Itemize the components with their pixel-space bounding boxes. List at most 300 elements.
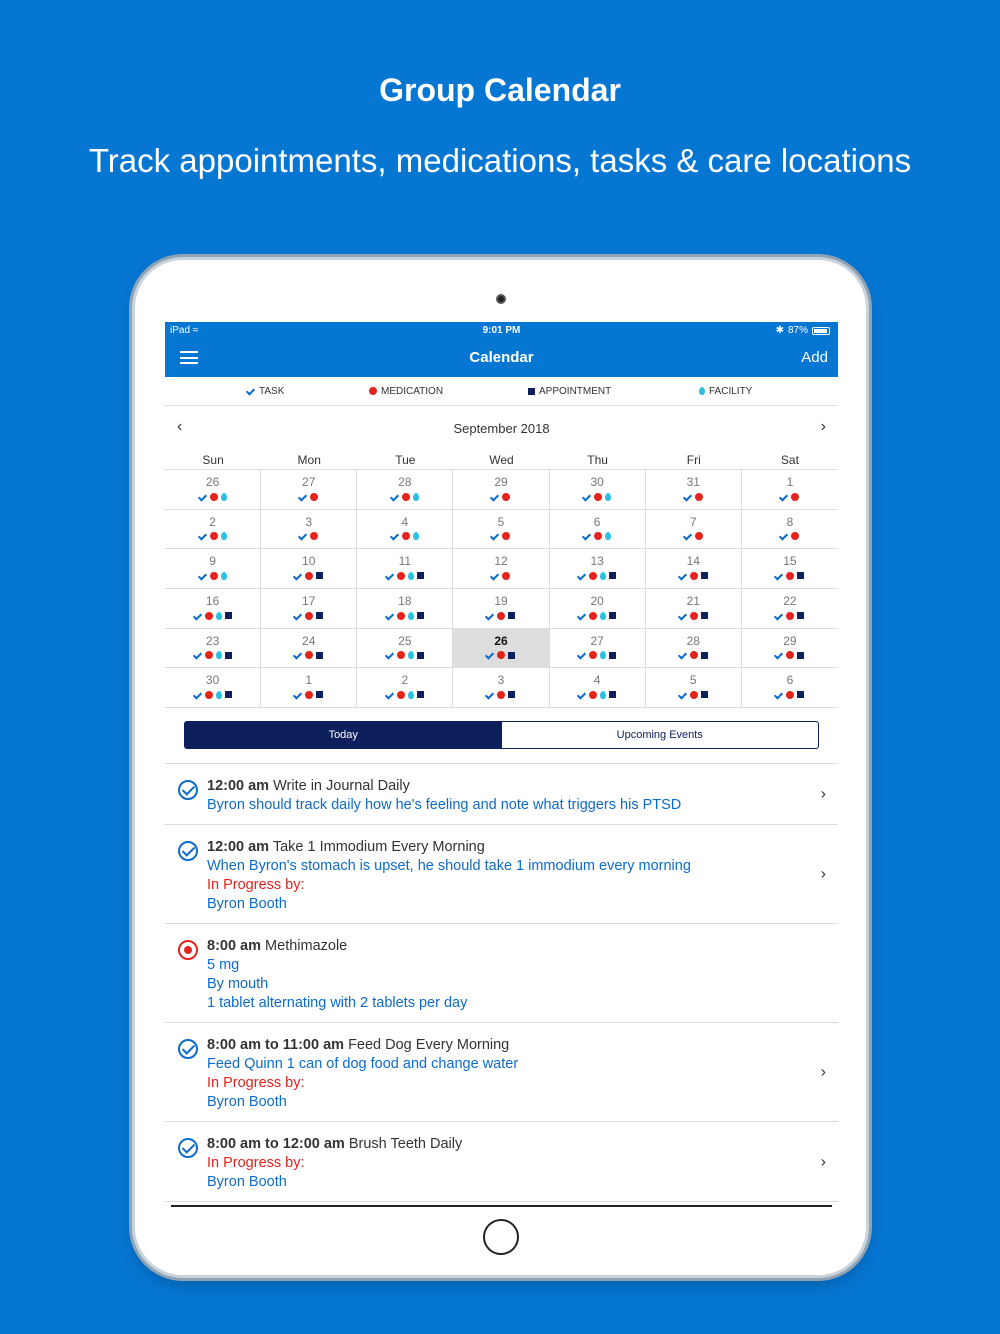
day-markers <box>550 492 645 501</box>
tab-upcoming-events[interactable]: Upcoming Events <box>616 729 703 741</box>
facility-icon <box>605 493 611 501</box>
task-icon <box>486 691 494 699</box>
day-markers <box>261 651 356 660</box>
event-row[interactable] <box>165 924 838 1023</box>
event-header <box>207 838 798 857</box>
event-time: 12:00 am <box>207 839 270 855</box>
calendar-day[interactable] <box>742 549 838 589</box>
calendar-day[interactable] <box>646 629 742 669</box>
medication-icon <box>502 572 510 580</box>
appointment-icon <box>701 612 708 619</box>
chevron-right-icon[interactable]: › <box>820 1153 826 1170</box>
battery-icon <box>812 327 830 335</box>
event-status: In Progress by: <box>207 1155 305 1171</box>
appointment-icon <box>508 652 515 659</box>
hero-subtitle: Track appointments, medications, tasks & care locations <box>88 142 912 179</box>
calendar-day[interactable] <box>550 668 646 708</box>
day-number: 4 <box>401 514 409 529</box>
weekday-label: Mon <box>297 453 321 467</box>
calendar-day[interactable] <box>742 589 838 629</box>
calendar-day[interactable] <box>357 549 453 589</box>
nav-bar <box>165 339 838 377</box>
calendar-day[interactable] <box>261 549 357 589</box>
medication-icon <box>397 612 405 620</box>
chevron-right-icon[interactable]: › <box>820 785 826 803</box>
appointment-icon <box>508 691 515 698</box>
weekday-label: Fri <box>686 453 701 467</box>
event-header <box>207 1135 798 1154</box>
weekday-label: Wed <box>489 453 514 467</box>
day-number: 12 <box>494 554 508 569</box>
appointment-icon <box>417 612 424 619</box>
medication-icon <box>369 387 377 395</box>
facility-icon <box>600 651 606 659</box>
task-icon <box>294 691 302 699</box>
facility-icon <box>408 572 414 580</box>
event-row[interactable] <box>165 1023 838 1122</box>
calendar-day[interactable] <box>646 470 742 510</box>
event-time: 8:00 am to 12:00 am <box>207 1136 345 1152</box>
task-icon <box>583 493 591 501</box>
task-icon <box>775 691 783 699</box>
task-icon <box>679 612 687 620</box>
facility-icon <box>216 651 222 659</box>
medication-icon <box>690 691 698 699</box>
medication-icon <box>594 532 602 540</box>
calendar-day[interactable] <box>646 510 742 550</box>
medication-icon <box>305 612 313 620</box>
day-markers <box>550 651 645 660</box>
wifi-icon: ≈ <box>192 325 199 336</box>
day-markers <box>646 532 741 541</box>
day-number: 6 <box>786 673 794 688</box>
appointment-icon <box>701 652 708 659</box>
calendar-day[interactable] <box>453 470 549 510</box>
day-number: 28 <box>398 475 412 489</box>
task-icon <box>583 532 591 540</box>
day-markers <box>550 532 645 541</box>
chevron-right-icon[interactable]: › <box>820 1063 826 1081</box>
task-icon <box>199 532 207 540</box>
calendar-day[interactable] <box>261 668 357 708</box>
day-number: 22 <box>783 594 797 609</box>
day-markers <box>165 690 260 699</box>
day-markers <box>357 690 452 699</box>
medication-icon <box>402 532 410 540</box>
medication-icon <box>305 691 313 699</box>
task-icon <box>199 493 207 501</box>
calendar-day[interactable] <box>742 470 838 510</box>
day-number: 27 <box>590 633 604 648</box>
day-number: 26 <box>205 475 220 489</box>
event-detail: Feed Quinn 1 can of dog food and change water <box>207 1056 519 1072</box>
task-icon <box>386 691 394 699</box>
task-icon <box>294 651 302 659</box>
task-icon <box>491 532 499 540</box>
medication-icon <box>786 572 794 580</box>
day-markers <box>261 532 356 541</box>
day-number: 17 <box>302 594 316 609</box>
facility-icon <box>699 387 705 395</box>
status-time: 9:01 PM <box>482 325 521 336</box>
event-row[interactable] <box>165 825 838 924</box>
appointment-icon <box>225 612 232 619</box>
day-number: 27 <box>302 475 316 489</box>
day-markers <box>261 492 356 501</box>
next-month-icon[interactable]: › <box>820 418 826 435</box>
calendar-day[interactable] <box>357 629 453 669</box>
calendar-day[interactable] <box>261 629 357 669</box>
day-number: 31 <box>686 475 700 489</box>
calendar-day[interactable] <box>357 668 453 708</box>
medication-icon <box>305 572 313 580</box>
task-icon <box>294 572 302 580</box>
task-icon <box>386 612 394 620</box>
calendar-day[interactable] <box>261 510 357 550</box>
medication-icon <box>786 651 794 659</box>
event-header <box>207 937 798 956</box>
weekday-label: Thu <box>587 453 608 467</box>
medication-icon <box>589 572 597 580</box>
appointment-icon <box>225 691 232 698</box>
task-icon <box>775 572 783 580</box>
medication-icon <box>690 612 698 620</box>
event-row[interactable] <box>165 764 838 825</box>
appointment-icon <box>701 691 708 698</box>
medication-icon <box>397 651 405 659</box>
calendar-grid <box>165 469 838 708</box>
ipad-frame <box>135 260 866 1275</box>
day-number: 26 <box>494 633 508 648</box>
calendar-day[interactable] <box>742 668 838 708</box>
facility-icon <box>600 612 606 620</box>
event-title: Feed Dog Every Morning <box>348 1037 510 1053</box>
event-status: In Progress by: <box>207 877 305 893</box>
day-markers <box>357 651 452 660</box>
bluetooth-icon: ✱ <box>775 325 784 336</box>
day-number: 10 <box>302 554 316 569</box>
task-check-icon <box>178 1039 198 1059</box>
calendar-day[interactable] <box>550 510 646 550</box>
task-icon <box>486 612 494 620</box>
appointment-icon <box>797 652 804 659</box>
day-number: 21 <box>686 594 700 609</box>
appointment-icon <box>225 652 232 659</box>
medication-icon <box>210 532 218 540</box>
appointment-icon <box>609 572 616 579</box>
day-number: 2 <box>209 514 216 529</box>
facility-icon <box>221 532 227 540</box>
day-number: 29 <box>494 475 508 489</box>
medication-icon <box>589 691 597 699</box>
task-check-icon <box>178 780 198 800</box>
calendar-day[interactable] <box>550 549 646 589</box>
event-detail: Byron Booth <box>207 896 287 912</box>
hero-title: Group Calendar <box>379 72 621 108</box>
facility-icon <box>408 691 414 699</box>
task-icon <box>391 493 399 501</box>
day-markers <box>646 690 741 699</box>
calendar-day[interactable] <box>453 549 549 589</box>
day-markers <box>357 492 452 501</box>
day-markers <box>453 492 548 501</box>
weekday-label: Sun <box>202 453 224 467</box>
event-title: Brush Teeth Daily <box>348 1136 463 1152</box>
calendar-day[interactable] <box>550 589 646 629</box>
medication-icon <box>497 651 505 659</box>
day-number: 3 <box>305 514 313 529</box>
medication-icon <box>310 493 318 501</box>
day-number: 5 <box>689 673 697 688</box>
medication-icon <box>310 532 318 540</box>
day-markers <box>261 611 356 620</box>
task-icon <box>775 612 783 620</box>
day-markers <box>646 611 741 620</box>
tab-today[interactable]: Today <box>185 722 502 748</box>
task-icon <box>386 651 394 659</box>
medication-icon <box>589 651 597 659</box>
appointment-icon <box>797 691 804 698</box>
task-icon <box>679 572 687 580</box>
task-icon <box>294 612 302 620</box>
day-markers <box>357 611 452 620</box>
day-markers <box>261 690 356 699</box>
legend-medication: MEDICATION <box>369 386 443 397</box>
calendar-day[interactable] <box>453 589 549 629</box>
calendar-day[interactable] <box>453 510 549 550</box>
day-number: 1 <box>305 673 313 688</box>
day-number: 18 <box>398 594 412 609</box>
task-check-icon <box>178 1138 198 1158</box>
task-icon <box>199 572 207 580</box>
medication-icon <box>786 612 794 620</box>
appointment-icon <box>609 691 616 698</box>
medication-icon <box>305 651 313 659</box>
event-detail: When Byron's stomach is upset, he should take 1 immodium every morning <box>207 858 691 874</box>
day-markers <box>550 690 645 699</box>
day-markers <box>742 571 838 580</box>
task-icon <box>391 532 399 540</box>
task-icon <box>679 651 687 659</box>
task-icon <box>684 493 692 501</box>
medication-icon <box>402 493 410 501</box>
day-number: 8 <box>786 514 794 529</box>
task-icon <box>775 651 783 659</box>
appointment-icon <box>316 652 323 659</box>
medication-icon <box>205 651 213 659</box>
event-status: In Progress by: <box>207 1075 305 1091</box>
weekday-label: Tue <box>395 453 416 467</box>
facility-icon <box>605 532 611 540</box>
day-markers <box>357 532 452 541</box>
calendar-day[interactable] <box>550 629 646 669</box>
calendar-day[interactable] <box>357 470 453 510</box>
event-detail: 1 tablet alternating with 2 tablets per day <box>207 995 468 1011</box>
calendar-day[interactable] <box>165 629 261 669</box>
event-time: 8:00 am <box>207 938 262 954</box>
calendar-day[interactable] <box>165 668 261 708</box>
event-time: 8:00 am to 11:00 am <box>207 1037 345 1053</box>
event-header <box>207 777 798 796</box>
medication-icon <box>210 572 218 580</box>
appointment-icon <box>797 572 804 579</box>
task-icon <box>247 387 255 395</box>
day-markers <box>646 492 741 501</box>
task-icon <box>578 651 586 659</box>
day-number: 2 <box>401 673 409 688</box>
medication-icon <box>695 532 703 540</box>
day-markers <box>646 651 741 660</box>
calendar-day[interactable] <box>165 589 261 629</box>
day-number: 15 <box>783 554 797 569</box>
facility-icon <box>413 532 419 540</box>
facility-icon <box>600 572 606 580</box>
task-icon <box>486 651 494 659</box>
day-markers <box>357 571 452 580</box>
appointment-icon <box>316 691 323 698</box>
day-markers <box>165 492 260 501</box>
calendar-day[interactable] <box>165 510 261 550</box>
medication-icon <box>786 691 794 699</box>
medication-icon <box>690 651 698 659</box>
battery-percent: 87% <box>787 325 808 336</box>
calendar-day[interactable] <box>742 629 838 669</box>
day-number: 20 <box>590 594 604 609</box>
medication-icon <box>205 612 213 620</box>
medication-icon <box>589 612 597 620</box>
calendar-day[interactable] <box>357 589 453 629</box>
medication-icon <box>791 532 799 540</box>
day-markers <box>453 690 548 699</box>
day-number: 24 <box>302 633 316 648</box>
calendar-day[interactable] <box>453 668 549 708</box>
calendar-day[interactable] <box>742 510 838 550</box>
day-markers <box>742 690 838 699</box>
day-number: 6 <box>593 514 601 529</box>
medication-icon <box>695 493 703 501</box>
facility-icon <box>408 651 414 659</box>
day-number: 1 <box>786 475 794 489</box>
event-detail: Byron Booth <box>207 1174 287 1190</box>
event-row[interactable] <box>165 1122 838 1202</box>
facility-icon <box>216 612 222 620</box>
task-icon <box>194 612 202 620</box>
medication-icon <box>594 493 602 501</box>
day-number: 4 <box>593 673 601 688</box>
scroll-edge <box>171 1205 832 1207</box>
appointment-icon <box>609 612 616 619</box>
app-screen <box>165 322 838 1208</box>
calendar-day[interactable] <box>165 549 261 589</box>
calendar-day[interactable] <box>261 589 357 629</box>
appointment-icon <box>316 572 323 579</box>
day-number: 7 <box>689 514 697 529</box>
day-markers <box>453 651 548 660</box>
day-markers <box>165 571 260 580</box>
day-markers <box>165 651 260 660</box>
legend <box>165 377 838 406</box>
event-header <box>207 1036 798 1055</box>
day-number: 3 <box>497 673 505 688</box>
event-time: 12:00 am <box>207 778 270 794</box>
medication-icon <box>497 612 505 620</box>
nav-title: Calendar <box>469 349 534 366</box>
task-icon <box>578 572 586 580</box>
appointment-icon <box>417 691 424 698</box>
home-button[interactable] <box>483 1219 519 1255</box>
task-icon <box>194 691 202 699</box>
day-markers <box>742 611 838 620</box>
day-markers <box>165 532 260 541</box>
legend-appointment: APPOINTMENT <box>528 386 611 397</box>
task-icon <box>386 572 394 580</box>
chevron-right-icon[interactable]: › <box>820 865 826 883</box>
event-title: Methimazole <box>265 938 348 954</box>
device-label: iPad ≈ <box>170 325 199 336</box>
day-markers <box>742 532 838 541</box>
month-label: September 2018 <box>453 421 550 436</box>
medication-icon <box>502 493 510 501</box>
event-detail: Byron should track daily how he's feeling and note what triggers his PTSD <box>207 797 682 813</box>
calendar-day[interactable] <box>165 470 261 510</box>
event-title: Take 1 Immodium Every Morning <box>272 839 485 855</box>
battery-status <box>776 325 830 336</box>
medication-icon <box>210 493 218 501</box>
add-button[interactable]: Add <box>801 349 828 366</box>
calendar-day[interactable] <box>646 589 742 629</box>
calendar-day[interactable] <box>550 470 646 510</box>
month-header <box>165 406 838 449</box>
day-number: 11 <box>398 554 412 569</box>
day-number: 29 <box>783 633 797 648</box>
calendar-day[interactable] <box>357 510 453 550</box>
day-markers <box>261 571 356 580</box>
task-icon <box>299 532 307 540</box>
day-markers <box>742 492 838 501</box>
medication-icon <box>497 691 505 699</box>
task-icon <box>194 651 202 659</box>
task-icon <box>780 493 788 501</box>
day-number: 28 <box>686 633 700 648</box>
event-list <box>165 763 838 1202</box>
task-icon <box>780 532 788 540</box>
task-icon <box>679 691 687 699</box>
day-markers <box>742 651 838 660</box>
status-bar <box>165 322 838 339</box>
day-markers <box>453 532 548 541</box>
task-icon <box>578 612 586 620</box>
appointment-icon <box>609 652 616 659</box>
prev-month-icon[interactable]: ‹ <box>177 418 183 435</box>
day-number: 25 <box>398 633 412 648</box>
appointment-icon <box>417 652 424 659</box>
weekday-label: Sat <box>780 453 799 467</box>
calendar-day[interactable] <box>261 470 357 510</box>
calendar-day-today[interactable] <box>453 629 549 669</box>
facility-icon <box>216 691 222 699</box>
day-markers <box>646 571 741 580</box>
day-markers <box>165 611 260 620</box>
appointment-icon <box>797 612 804 619</box>
day-number: 23 <box>205 633 220 648</box>
calendar-day[interactable] <box>646 549 742 589</box>
medication-icon <box>690 572 698 580</box>
calendar-day[interactable] <box>646 668 742 708</box>
task-icon <box>299 493 307 501</box>
event-detail: By mouth <box>207 976 269 992</box>
day-number: 9 <box>209 554 216 569</box>
medication-icon <box>178 940 198 960</box>
